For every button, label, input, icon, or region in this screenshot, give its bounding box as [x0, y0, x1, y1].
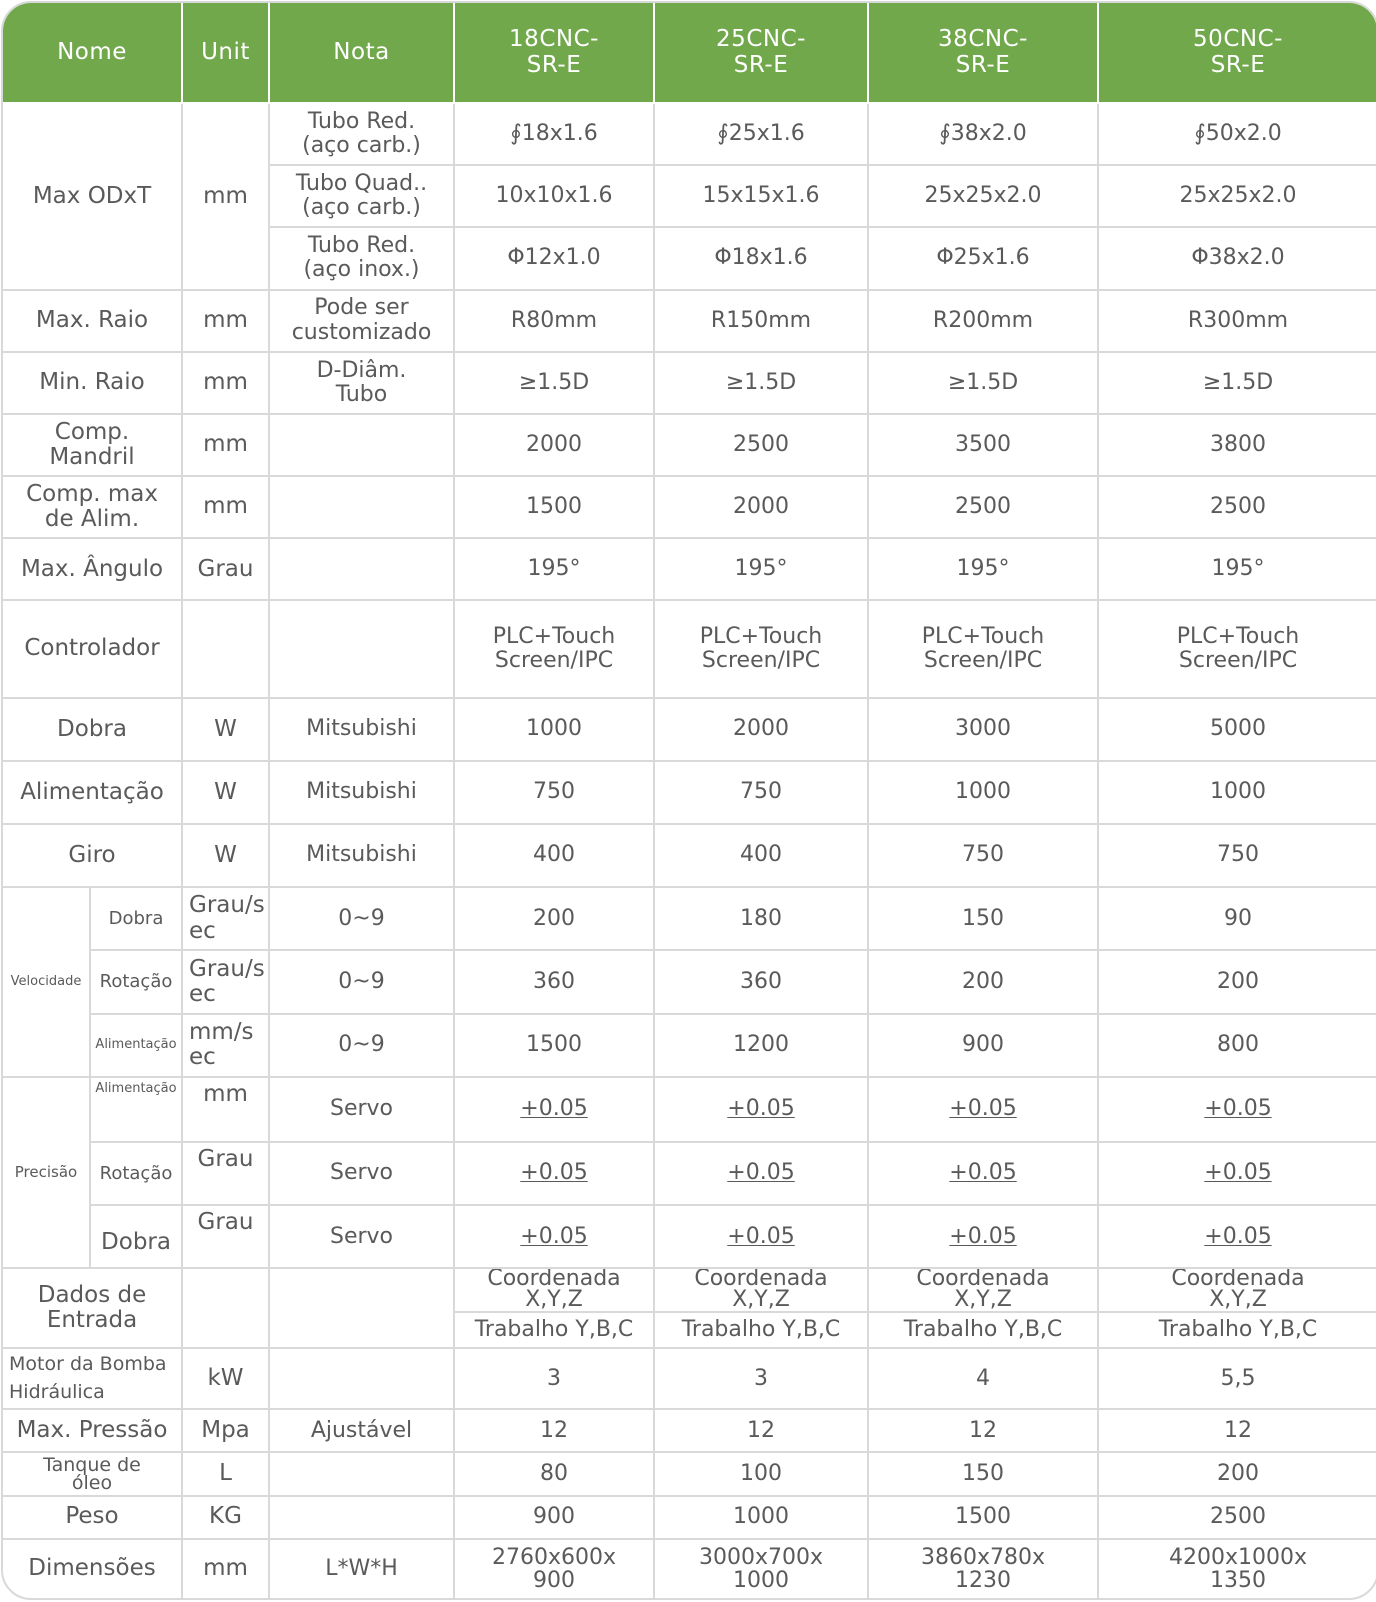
table-cell: 2500 [1099, 1497, 1376, 1540]
table-row [3, 1497, 1376, 1540]
table-row [3, 1453, 1376, 1496]
table-cell: 1000 [655, 1497, 869, 1540]
row-label: Motor da Bomba Hidráulica [3, 1349, 183, 1410]
row-label: Alimentação [3, 762, 183, 825]
row-label: Comp. max de Alim. [3, 477, 183, 539]
header-nome: Nome [3, 3, 183, 104]
table-cell: Φ18x1.6 [655, 228, 869, 290]
row-note [270, 415, 455, 477]
value-text: +0.05 [520, 1223, 588, 1249]
header-model-2: 25CNC- SR-E [655, 3, 869, 104]
row-label: Max. Ângulo [3, 539, 183, 601]
table-cell: 400 [455, 825, 655, 888]
table-cell: 200 [1099, 951, 1376, 1014]
row-unit: W [183, 699, 270, 762]
table-cell [655, 1206, 869, 1269]
table-cell: 100 [655, 1453, 869, 1496]
table-cell: PLC+Touch Screen/IPC [1099, 601, 1376, 698]
table-cell: 4200x1000x 1350 [1168, 1544, 1307, 1593]
table-cell: ≥1.5D [869, 353, 1099, 415]
group-label-velocidade: Velocidade [3, 888, 91, 1078]
table-cell [1099, 1143, 1376, 1206]
value-text: +0.05 [949, 1096, 1017, 1122]
table-row [3, 1540, 1376, 1598]
row-note [270, 477, 455, 539]
table-cell: 12 [869, 1410, 1099, 1453]
row-label-maxod: Max ODxT [3, 104, 183, 291]
table-row [3, 104, 1376, 166]
row-note: Ajustável [270, 1410, 455, 1453]
group-label-precisao: Precisão [3, 1078, 91, 1270]
table-cell [869, 1143, 1099, 1206]
table-row [3, 1206, 1376, 1269]
row-note: Mitsubishi [270, 762, 455, 825]
table-cell: Trabalho Y,B,C [1099, 1313, 1376, 1349]
table-cell [1099, 1206, 1376, 1269]
row-label: Max. Raio [3, 291, 183, 353]
table-cell: 900 [455, 1497, 655, 1540]
table-cell: 1000 [1099, 762, 1376, 825]
value-text: +0.05 [727, 1096, 795, 1122]
table-cell: 3000x700x 1000 [655, 1540, 869, 1598]
table-cell: 2500 [869, 477, 1099, 539]
table-cell: 200 [1099, 1453, 1376, 1496]
table-cell: 750 [655, 762, 869, 825]
table-row [3, 1078, 1376, 1143]
table-cell: 80 [455, 1453, 655, 1496]
row-label: Peso [3, 1497, 183, 1540]
table-cell: 195° [1099, 539, 1376, 601]
header-nota: Nota [270, 3, 455, 104]
row-unit: mm/s ec [183, 1015, 270, 1078]
table-cell: 900 [869, 1015, 1099, 1078]
table-row [3, 1015, 1376, 1078]
table-cell [869, 1078, 1099, 1143]
table-cell: ≥1.5D [455, 353, 655, 415]
table-row [3, 477, 1376, 539]
row-note [270, 1349, 455, 1410]
row-unit: Grau [183, 539, 270, 601]
row-note: Servo [270, 1143, 455, 1206]
table-cell: R150mm [655, 291, 869, 353]
row-label: Controlador [3, 601, 183, 698]
header-model-4: 50CNC- SR-E [1099, 3, 1376, 104]
table-cell: Trabalho Y,B,C [655, 1313, 869, 1349]
row-unit: mm [183, 1078, 270, 1143]
row-note [270, 539, 455, 601]
row-note: Tubo Red. (aço carb.) [270, 104, 455, 166]
row-sublabel: Rotação [91, 1143, 183, 1206]
table-cell: ≥1.5D [655, 353, 869, 415]
table-cell: 200 [455, 888, 655, 951]
row-unit: Grau/s ec [183, 888, 270, 951]
table-cell: 12 [655, 1410, 869, 1453]
table-row [3, 601, 1376, 698]
row-unit: W [183, 762, 270, 825]
table-cell: 10x10x1.6 [455, 166, 655, 228]
row-unit: KG [183, 1497, 270, 1540]
row-unit: Mpa [183, 1410, 270, 1453]
table-cell: Coordenada X,Y,Z [455, 1269, 655, 1313]
table-row [3, 1269, 1376, 1313]
table-cell: PLC+Touch Screen/IPC [655, 601, 869, 698]
value-text: +0.05 [1204, 1160, 1272, 1186]
table-cell: 25x25x2.0 [1099, 166, 1376, 228]
table-cell: 3800 [1099, 415, 1376, 477]
row-unit: W [183, 825, 270, 888]
table-row [3, 1143, 1376, 1206]
row-note: Servo [270, 1206, 455, 1269]
table-cell: 200 [869, 951, 1099, 1014]
table-cell [455, 1206, 655, 1269]
table-row [3, 951, 1376, 1014]
table-cell: Φ12x1.0 [455, 228, 655, 290]
table-cell: 1200 [655, 1015, 869, 1078]
table-cell: 800 [1099, 1015, 1376, 1078]
row-unit: Grau [183, 1206, 270, 1269]
row-sublabel: Alimentação [91, 1078, 183, 1143]
table-row [3, 1410, 1376, 1453]
table-cell: 750 [1099, 825, 1376, 888]
table-cell: 195° [869, 539, 1099, 601]
table-cell: 180 [655, 888, 869, 951]
table-cell: 2000 [655, 699, 869, 762]
table-cell: 2000 [455, 415, 655, 477]
row-sublabel: Dobra [91, 1206, 183, 1269]
row-label: Comp. Mandril [3, 415, 183, 477]
table-row [3, 353, 1376, 415]
table-cell: 400 [655, 825, 869, 888]
value-text: +0.05 [727, 1223, 795, 1249]
spec-table [1, 1, 1376, 1600]
table-cell: Coordenada X,Y,Z [655, 1269, 869, 1313]
table-cell: 1500 [455, 1015, 655, 1078]
row-note [270, 1269, 455, 1349]
table-cell: 750 [869, 825, 1099, 888]
row-note [270, 1453, 455, 1496]
table-cell: Coordenada X,Y,Z [1099, 1269, 1376, 1313]
header-unit: Unit [183, 3, 270, 104]
table-cell: Coordenada X,Y,Z [869, 1269, 1099, 1313]
table-cell: Φ38x2.0 [1099, 228, 1376, 290]
table-cell: 2760x600x 900 [455, 1540, 655, 1598]
table-cell: 4 [869, 1349, 1099, 1410]
table-cell: 3000 [869, 699, 1099, 762]
row-unit: mm [183, 353, 270, 415]
row-note: Tubo Red. (aço inox.) [270, 228, 455, 290]
row-note: 0~9 [270, 888, 455, 951]
table-cell [869, 1206, 1099, 1269]
row-unit: L [183, 1453, 270, 1496]
table-cell: ∮18x1.6 [455, 104, 655, 166]
row-label: Dobra [3, 699, 183, 762]
row-label-entrada: Dados de Entrada [3, 1269, 183, 1349]
table-cell: Φ25x1.6 [869, 228, 1099, 290]
table-row [3, 762, 1376, 825]
table-cell: 3 [455, 1349, 655, 1410]
table-cell: 3860x780x 1230 [869, 1540, 1099, 1598]
table-cell: 1500 [869, 1497, 1099, 1540]
row-unit: Grau/s ec [183, 951, 270, 1014]
value-text: +0.05 [1204, 1223, 1272, 1249]
table-cell: ∮38x2.0 [869, 104, 1099, 166]
table-cell: 3500 [869, 415, 1099, 477]
table-cell: 25x25x2.0 [869, 166, 1099, 228]
row-unit: mm [183, 1540, 270, 1598]
row-unit: Grau [183, 1143, 270, 1206]
row-note: 0~9 [270, 1015, 455, 1078]
table-cell: 2500 [655, 415, 869, 477]
value-text: +0.05 [727, 1160, 795, 1186]
table-cell: 12 [455, 1410, 655, 1453]
row-note [270, 1497, 455, 1540]
table-cell: 195° [455, 539, 655, 601]
table-cell [655, 1143, 869, 1206]
table-cell: ∮50x2.0 [1099, 104, 1376, 166]
row-unit: kW [183, 1349, 270, 1410]
table-cell: ∮25x1.6 [655, 104, 869, 166]
table-cell: 5000 [1099, 699, 1376, 762]
value-text: +0.05 [949, 1160, 1017, 1186]
table-cell: R80mm [455, 291, 655, 353]
row-unit: mm [183, 291, 270, 353]
table-cell: 750 [455, 762, 655, 825]
row-note: Tubo Quad.. (aço carb.) [270, 166, 455, 228]
row-note: Mitsubishi [270, 699, 455, 762]
table-row [3, 699, 1376, 762]
table-cell: 3 [655, 1349, 869, 1410]
header-model-3: 38CNC- SR-E [869, 3, 1099, 104]
row-unit: mm [183, 415, 270, 477]
table-cell: 2500 [1099, 477, 1376, 539]
row-sublabel: Alimentação [91, 1015, 183, 1078]
table-cell: 360 [455, 951, 655, 1014]
table-cell: 360 [655, 951, 869, 1014]
value-text: +0.05 [520, 1160, 588, 1186]
table-cell: PLC+Touch Screen/IPC [455, 601, 655, 698]
table-cell [455, 1143, 655, 1206]
row-note: L*W*H [270, 1540, 455, 1598]
row-note: Servo [270, 1078, 455, 1143]
table-cell: PLC+Touch Screen/IPC [869, 601, 1099, 698]
table-cell: 2000 [655, 477, 869, 539]
table-row [3, 539, 1376, 601]
table-cell [655, 1078, 869, 1143]
table-cell: 15x15x1.6 [655, 166, 869, 228]
table-row [3, 291, 1376, 353]
table-cell: 12 [1099, 1410, 1376, 1453]
row-label: Min. Raio [3, 353, 183, 415]
table-cell: ≥1.5D [1099, 353, 1376, 415]
table-cell: R200mm [869, 291, 1099, 353]
table-cell: 1000 [869, 762, 1099, 825]
table-cell: 150 [869, 1453, 1099, 1496]
table-cell: Trabalho Y,B,C [869, 1313, 1099, 1349]
table-cell: 1000 [455, 699, 655, 762]
row-unit: mm [183, 477, 270, 539]
row-sublabel: Dobra [91, 888, 183, 951]
row-label: Tanque de óleo [3, 1453, 183, 1496]
table-cell: Trabalho Y,B,C [455, 1313, 655, 1349]
row-note: Mitsubishi [270, 825, 455, 888]
row-note: Pode ser customizado [270, 291, 455, 353]
table-cell [455, 1078, 655, 1143]
row-label: Dimensões [3, 1540, 183, 1598]
value-text: +0.05 [520, 1096, 588, 1122]
table-cell [1099, 1078, 1376, 1143]
row-note: 0~9 [270, 951, 455, 1014]
table-cell: 5,5 [1099, 1349, 1376, 1410]
table-row [3, 1349, 1376, 1410]
row-label: Giro [3, 825, 183, 888]
table-cell: 1500 [455, 477, 655, 539]
row-unit-maxod: mm [183, 104, 270, 291]
table-row [3, 888, 1376, 951]
row-unit [183, 601, 270, 698]
row-unit [183, 1269, 270, 1349]
header-row [3, 3, 1376, 104]
value-text: +0.05 [1204, 1096, 1272, 1122]
table-cell: 150 [869, 888, 1099, 951]
row-label: Max. Pressão [3, 1410, 183, 1453]
row-note [270, 601, 455, 698]
value-text: +0.05 [949, 1223, 1017, 1249]
table-cell: R300mm [1099, 291, 1376, 353]
table-row [3, 825, 1376, 888]
table-cell: 195° [655, 539, 869, 601]
header-model-1: 18CNC- SR-E [455, 3, 655, 104]
row-note: D-Diâm. Tubo [270, 353, 455, 415]
row-sublabel: Rotação [91, 951, 183, 1014]
table-cell: 90 [1099, 888, 1376, 951]
table-row [3, 415, 1376, 477]
